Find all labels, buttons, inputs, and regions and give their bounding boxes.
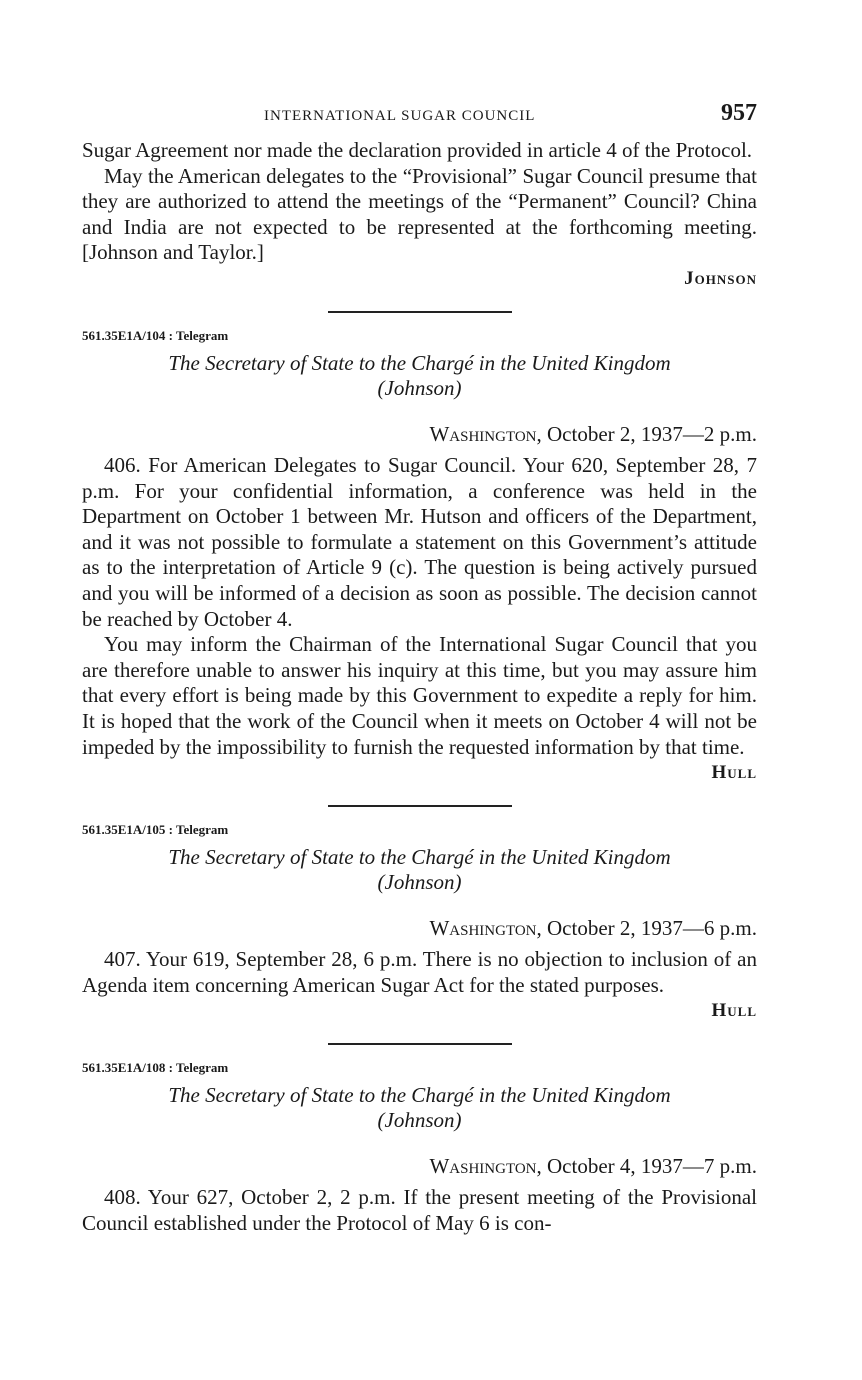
section-divider [328, 311, 512, 313]
running-header [82, 98, 757, 138]
intro-paragraph-1: Sugar Agreement nor made the declaration provided in article 4 of the Protocol. [82, 138, 753, 162]
telegram-406 [82, 327, 757, 787]
section-divider [328, 1043, 512, 1045]
file-reference: 561.35E1A/104 : Telegram [82, 327, 229, 343]
intro-paragraph-2: May the American delegates to the “Provisional” Sugar Council presume that they are authorized to attend the meetings of the “Permanent” Council? China and India are not expected to be represented at the forthcoming meeting. [Johnson and Taylor.] [82, 163, 757, 265]
section-divider [328, 805, 512, 807]
page-number: 957 [721, 100, 757, 126]
intro-section [82, 138, 757, 293]
dateline [82, 421, 757, 447]
dateline [82, 915, 757, 941]
signature-text: Johnson [684, 267, 757, 289]
title-line-1: The Secretary of State to the Chargé in the United Kingdom [168, 350, 671, 375]
dateline-place: Washington [429, 421, 537, 446]
file-reference: 561.35E1A/105 : Telegram [82, 822, 229, 838]
file-reference: 561.35E1A/108 : Telegram [82, 1060, 229, 1076]
title-line-1: The Secretary of State to the Chargé in the United Kingdom [168, 1083, 671, 1108]
telegram-407 [82, 821, 757, 1025]
signature-text: Hull [711, 1000, 757, 1022]
telegram-406-paragraph-2: You may inform the Chairman of the International Sugar Council that you are therefore unable to answer his inquiry at this time, but you may assure him that every effort is being made by this Government to expedite a reply for him. It is hoped that the work of the Council when it meets on October 4 will not be impeded by the impossibility to furnish the requested information by that time. [82, 632, 757, 759]
signature-hull [82, 998, 757, 1025]
running-title: INTERNATIONAL SUGAR COUNCIL [264, 108, 536, 124]
telegram-406-paragraph-1: 406. For American Delegates to Sugar Council. Your 620, September 28, 7 p.m. For your confidential information, a conference was held in the Department on October 1 between Mr. Hutson and officers of the Department, and it was not possible to formulate a statement on this Government’s attitude as to the interpretation of Article 9 (c). The question is being actively pursued and you will be informed of a decision as soon as possible. The decision cannot be reached by October 4. [82, 452, 757, 631]
dateline [82, 1153, 757, 1179]
dateline-place: Washington [429, 916, 537, 941]
title-line-2: (Johnson) [377, 1108, 462, 1133]
title-line-2: (Johnson) [377, 375, 462, 400]
signature-johnson [82, 266, 757, 293]
dateline-place: Washington [429, 1154, 537, 1179]
signature-hull [82, 760, 757, 787]
telegram-408 [82, 1059, 757, 1236]
dateline-date: , October 2, 1937—6 p.m. [536, 916, 757, 941]
telegram-408-paragraph-1: 408. Your 627, October 2, 2 p.m. If the present meeting of the Provisional Council established under the Protocol of May 6 is con- [82, 1185, 757, 1235]
dateline-date: , October 2, 1937—2 p.m. [536, 421, 757, 446]
dateline-date: , October 4, 1937—7 p.m. [536, 1154, 757, 1179]
document-page [82, 98, 757, 1236]
title-line-1: The Secretary of State to the Chargé in the United Kingdom [168, 845, 671, 870]
telegram-407-paragraph-1: 407. Your 619, September 28, 6 p.m. There is no objection to inclusion of an Agenda item concerning American Sugar Act for the stated purposes. [82, 947, 757, 997]
document-title [82, 351, 757, 401]
document-title [82, 845, 757, 895]
title-line-2: (Johnson) [377, 870, 462, 895]
document-title [82, 1083, 757, 1133]
signature-text: Hull [711, 762, 757, 784]
